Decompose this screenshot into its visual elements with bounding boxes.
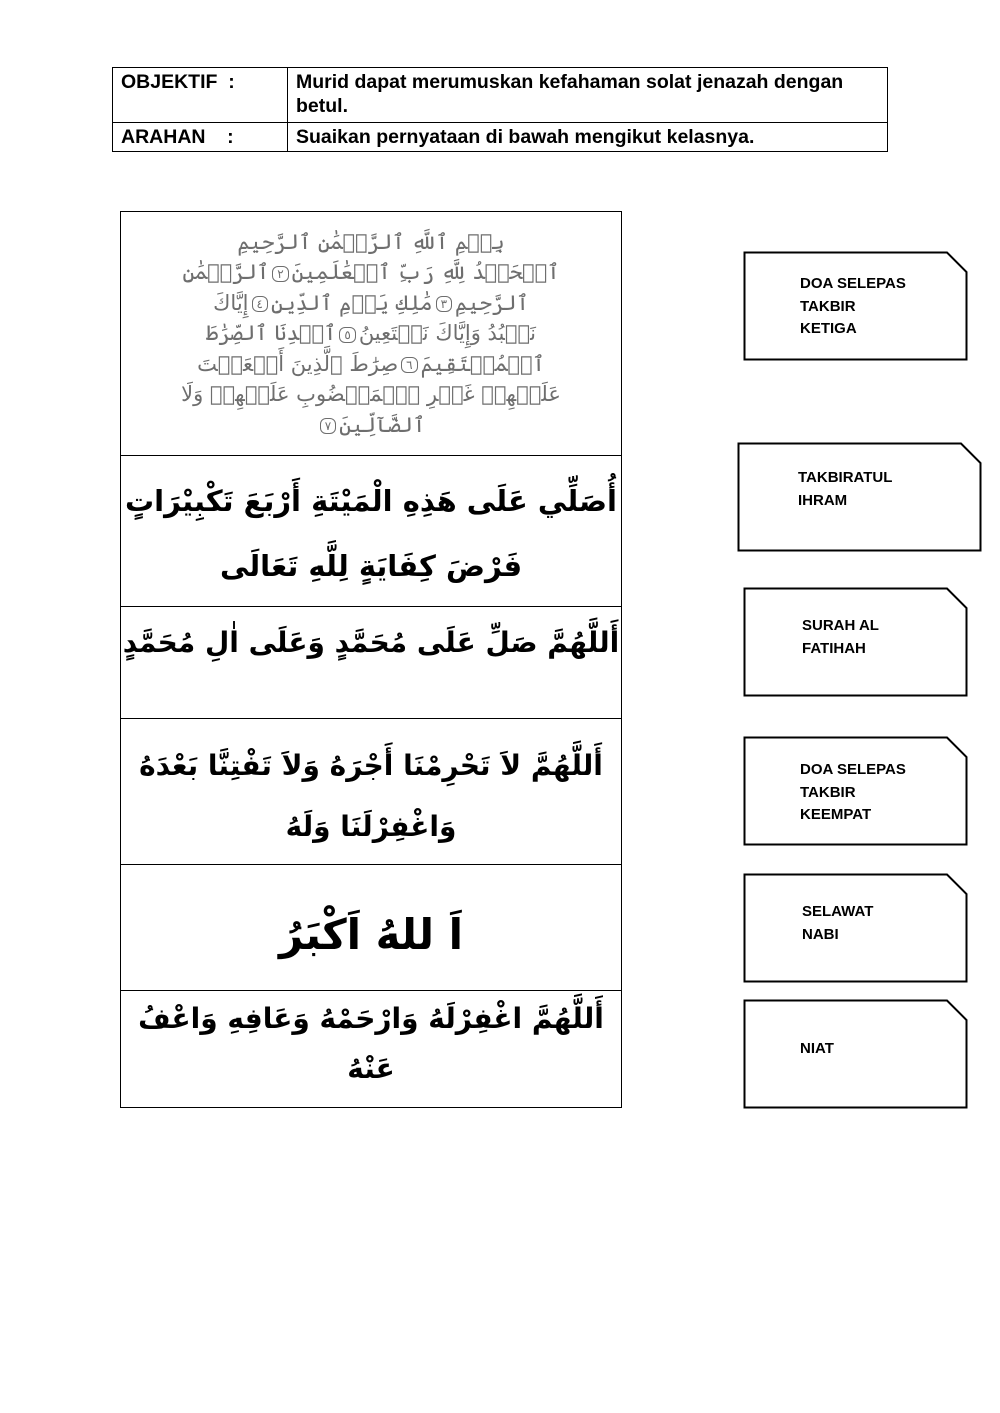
fatihah-line: ٱلرَّحِيمِ٣مَٰلِكِ يَوۡمِ ٱلدِّينِ٤إِيَّاكَ [213, 290, 529, 315]
ayah-marker: ٧ [320, 418, 336, 434]
ayah-marker: ٤ [252, 296, 268, 312]
fatihah-line: ٱلضَّآلِّينَ٧ [181, 410, 561, 441]
label-card-doa-takbir-ketiga[interactable] [743, 251, 968, 361]
label-text: TAKBIRATUL IHRAM [798, 469, 893, 509]
fatihah-line: نَعۡبُدُ وَإِيَّاكَ نَسۡتَعِينُ٥ٱهۡدِنَا ٱلصِّرَٰطَ [206, 321, 536, 346]
objective-table [112, 67, 888, 152]
objective-text: Murid dapat merumuskan kefahaman solat jenazah dengan betul. [288, 68, 888, 123]
card-doa-takbir-keempat[interactable] [121, 719, 621, 865]
label-text: DOA SELEPAS TAKBIR KETIGA [800, 275, 906, 337]
fatihah-line: عَلَيۡهِمۡ غَيۡرِ ٱلۡمَغۡضُوبِ عَلَيۡهِمۡ وَلَا [181, 382, 561, 407]
objective-label: OBJEKTIF : [113, 68, 288, 123]
niat-line-2: فَرْضَ كِفَايَةٍ لِلَّهِ تَعَالَى [219, 549, 523, 583]
fatihah-line: ٱلۡحَمۡدُ لِلَّهِ رَبِّ ٱلۡعَٰلَمِينَ٢ٱلرَّحۡمَٰنِ [182, 260, 560, 285]
ayah-marker: ٣ [436, 296, 452, 312]
doa4-line-1: أَللَّهُمَّ لاَ تَحْرِمْنَا أَجْرَهُ وَلاَ تَفْتِنَّا بَعْدَهُ [139, 748, 603, 782]
label-text: SURAH AL FATIHAH [802, 617, 879, 657]
card-outline [743, 999, 968, 1109]
objective-row [113, 68, 888, 123]
doa4-line-2: وَاغْفِرْلَنَا وَلَهُ [285, 809, 457, 843]
fatihah-line: بِسۡمِ ٱللَّهِ ٱلرَّحۡمَٰنِ ٱلرَّحِيمِ [237, 229, 505, 254]
label-text: NIAT [800, 1040, 834, 1057]
card-takbir[interactable] [121, 865, 621, 991]
arabic-cards-column [120, 211, 622, 1108]
niat-line-1: أُصَلِّي عَلَى هَذِهِ الْمَيْتَةِ أَرْبَعَ تَكْبِيْرَاتٍ [124, 484, 617, 518]
takbir-line-1: اَ للهُ اَكْبَرُ [278, 909, 464, 959]
instruction-text: Suaikan pernyataan di bawah mengikut kelasnya. [288, 123, 888, 152]
card-selawat[interactable] [121, 607, 621, 719]
label-text: DOA SELEPAS TAKBIR KEEMPAT [800, 761, 906, 823]
ayah-marker: ٥ [339, 327, 355, 343]
ayah-marker: ٢ [272, 266, 288, 282]
label-text: SELAWAT NABI [802, 903, 874, 943]
fatihah-line: ٱلۡمُسۡتَقِيمَ٦صِرَٰطَ ٱلَّذِينَ أَنۡعَمۡتَ [197, 351, 545, 376]
doa3-line-1: أَللَّهُمَّ اغْفِرْلَهُ وَارْحَمْهُ وَعَافِهِ وَاعْفُ عَنْهُ [138, 1002, 604, 1085]
label-card-niat[interactable] [743, 999, 968, 1109]
fatihah-text [181, 227, 561, 441]
instruction-row [113, 123, 888, 152]
label-card-takbiratul-ihram[interactable] [737, 442, 982, 552]
selawat-line-1: أَللَّهُمَّ صَلِّ عَلَى مُحَمَّدٍ وَعَلَى اٰلِ مُحَمَّدٍ [122, 626, 620, 659]
label-card-selawat-nabi[interactable] [743, 873, 968, 983]
card-doa-takbir-ketiga[interactable] [121, 991, 621, 1107]
card-niat[interactable] [121, 456, 621, 607]
label-card-surah-al-fatihah[interactable] [743, 587, 968, 697]
card-surah-fatihah[interactable] [121, 212, 621, 456]
ayah-marker: ٦ [401, 357, 417, 373]
label-card-doa-takbir-keempat[interactable] [743, 736, 968, 846]
instruction-label: ARAHAN : [113, 123, 288, 152]
